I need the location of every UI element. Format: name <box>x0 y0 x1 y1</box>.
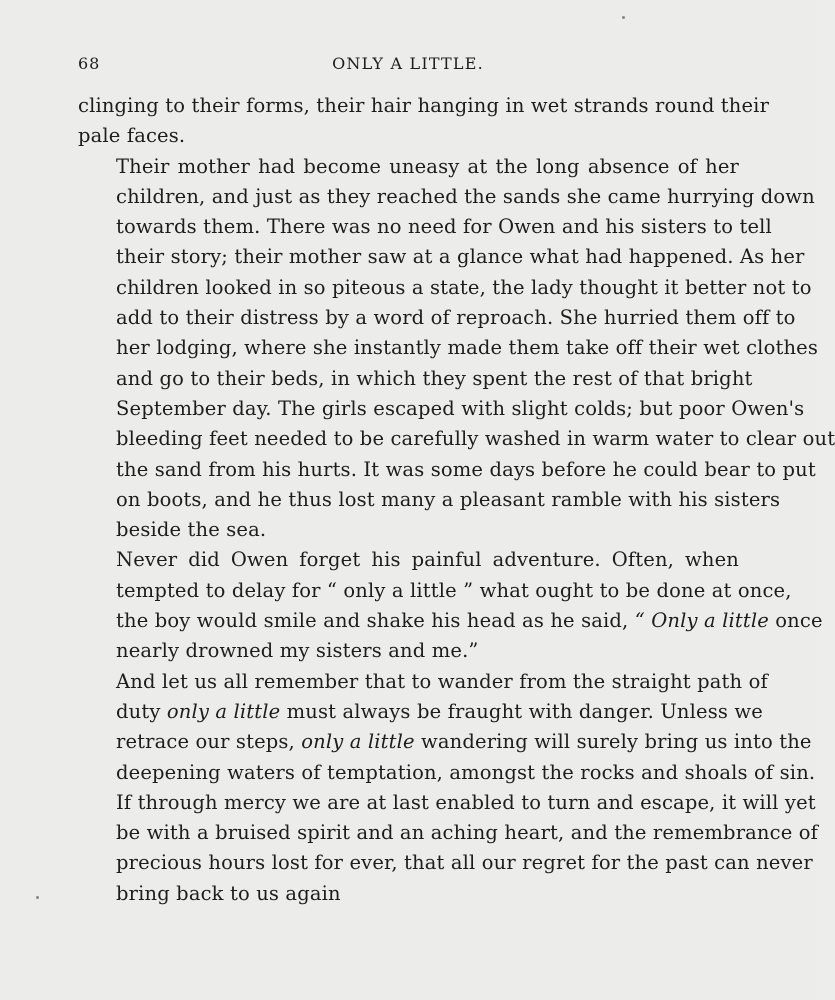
text-segment: retrace our steps, <box>116 730 302 754</box>
text-line: add to their distress by a word of reproach. She hurried them off to <box>116 306 796 330</box>
text-segment: once <box>768 609 823 633</box>
text-line: Never did Owen forget his painful adventure. Often, when <box>116 548 739 572</box>
text-line: nearly drowned my sisters and me.” <box>116 639 479 663</box>
paragraph-3 <box>78 545 823 666</box>
page-number: 68 <box>78 54 101 73</box>
italic-phrase: “ Only a little <box>634 609 769 633</box>
text-segment: the boy would smile and shake his head as he said, <box>116 609 629 633</box>
text-line: And let us all remember that to wander from the straight path of <box>116 669 768 693</box>
text-line: children, and just as they reached the sands she came hurrying down <box>116 184 815 208</box>
text-line: children looked in so piteous a state, the lady thought it better not to <box>116 275 812 299</box>
text-segment: must always be fraught with danger. Unless we <box>280 699 763 723</box>
text-line: the sand from his hurts. It was some days before he could bear to put <box>116 457 816 481</box>
text-line: Their mother had become uneasy at the long absence of her <box>116 154 739 178</box>
text-line: deepening waters of temptation, amongst the rocks and shoals of sin. <box>116 760 816 784</box>
text-line: clinging to their forms, their hair hanging in wet strands round their <box>78 94 770 117</box>
text-line: tempted to delay for “ only a little ” what ought to be done at once, <box>116 578 792 602</box>
text-line: on boots, and he thus lost many a pleasant ramble with his sisters <box>116 487 781 511</box>
text-line-mixed <box>78 606 823 636</box>
italic-phrase: only a little <box>301 730 415 754</box>
paper-speck <box>622 16 625 19</box>
text-line: her lodging, where she instantly made them take off their wet clothes <box>116 336 818 360</box>
text-line-mixed <box>78 697 763 727</box>
paper-speck <box>36 896 39 899</box>
text-line: towards them. There was no need for Owen and his sisters to tell <box>116 215 772 239</box>
paragraph-2 <box>78 152 835 546</box>
text-line: bleeding feet needed to be carefully washed in warm water to clear out <box>116 427 835 451</box>
page-header <box>78 54 738 78</box>
text-line: If through mercy we are at last enabled to turn and escape, it will yet <box>116 790 816 814</box>
text-line: September day. The girls escaped with slight colds; but poor Owen's <box>116 396 805 420</box>
text-line: beside the sea. <box>116 518 267 542</box>
text-line: their story; their mother saw at a glance what had happened. As her <box>116 245 805 269</box>
text-line: and go to their beds, in which they spent the rest of that bright <box>116 366 753 390</box>
running-title: ONLY A LITTLE. <box>332 54 484 73</box>
text-line: pale faces. <box>78 124 186 148</box>
text-segment: wandering will surely bring us into the <box>414 730 812 754</box>
text-line: precious hours lost for ever, that all our regret for the past can never <box>116 851 813 875</box>
paragraph-1 <box>78 91 770 152</box>
text-segment: duty <box>116 699 167 723</box>
text-line: be with a bruised spirit and an aching heart, and the remembrance of <box>116 821 819 845</box>
italic-phrase: only a little <box>166 699 281 723</box>
body-text <box>78 91 835 909</box>
text-line: bring back to us again <box>116 881 341 905</box>
text-line-mixed <box>78 727 812 757</box>
paragraph-4 <box>78 667 819 909</box>
